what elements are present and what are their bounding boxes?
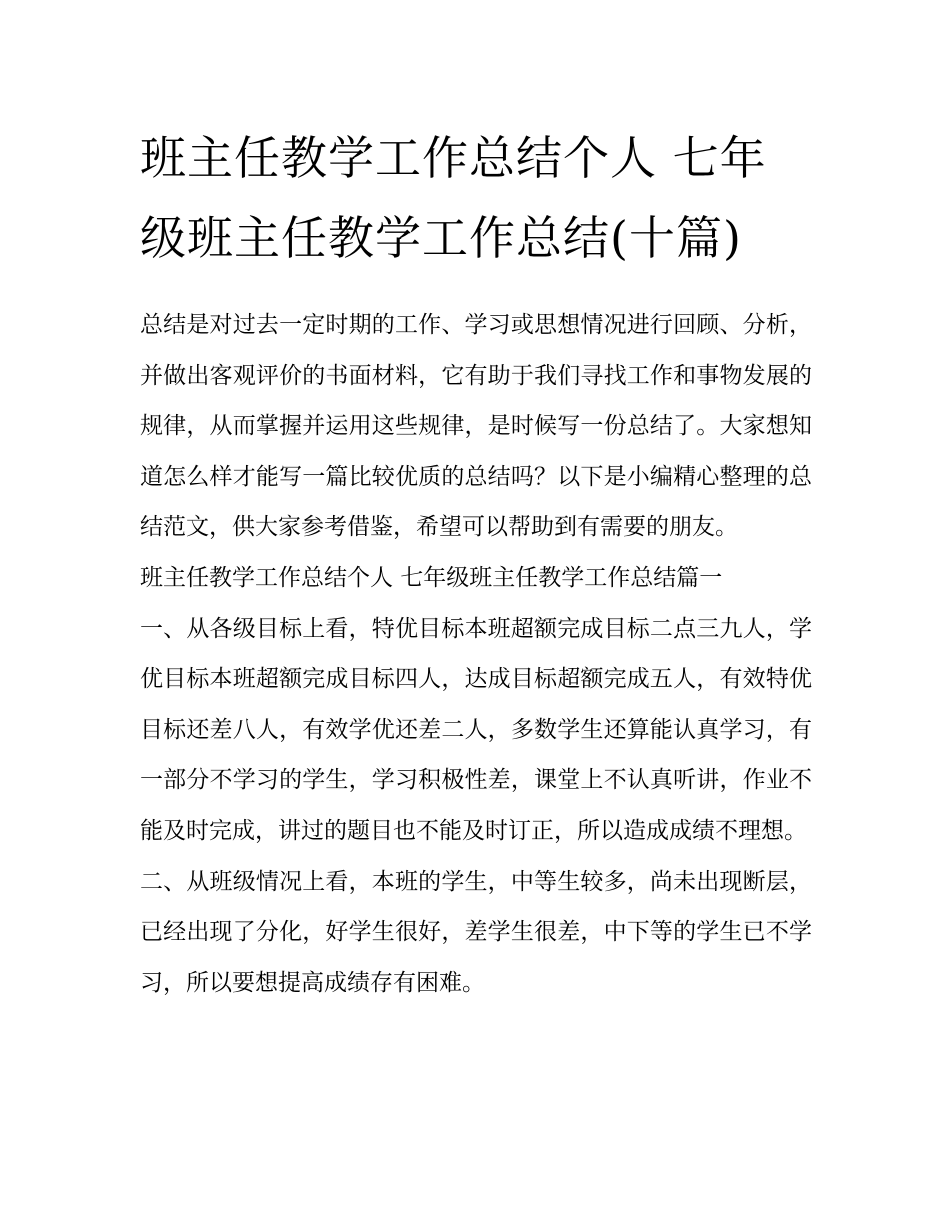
- body-paragraph-1: 一、从各级目标上看，特优目标本班超额完成目标二点三九人，学优目标本班超额完成目标四人，达成目标超额完成五人，有效特优目标还差八人，有效学优还差二人，多数学生还算能认真学习，有一部分不学习的学生，学习积极性差，课堂上不认真听讲，作业不能及时完成，讲过的题目也不能及时订正，所以造成成绩不理想。: [140, 615, 812, 844]
- intro-paragraph: 总结是对过去一定时期的工作、学习或思想情况进行回顾、分析，并做出客观评价的书面材料，它有助于我们寻找工作和事物发展的规律，从而掌握并运用这些规律，是时候写一份总结了。大家想知道怎么样才能写一篇比较优质的总结吗？以下是小编精心整理的总结范文，供大家参考借鉴，希望可以帮助到有需要的朋友。: [140, 312, 812, 541]
- document-page: [140, 118, 812, 1008]
- body-paragraph-2: 二、从班级情况上看，本班的学生，中等生较多，尚未出现断层，已经出现了分化，好学生很好，差学生很差，中下等的学生已不学习，所以要想提高成绩存有困难。: [140, 868, 812, 996]
- section-heading: 班主任教学工作总结个人 七年级班主任教学工作总结篇一: [140, 564, 723, 591]
- document-title: 班主任教学工作总结个人 七年级班主任教学工作总结(十篇): [140, 131, 767, 265]
